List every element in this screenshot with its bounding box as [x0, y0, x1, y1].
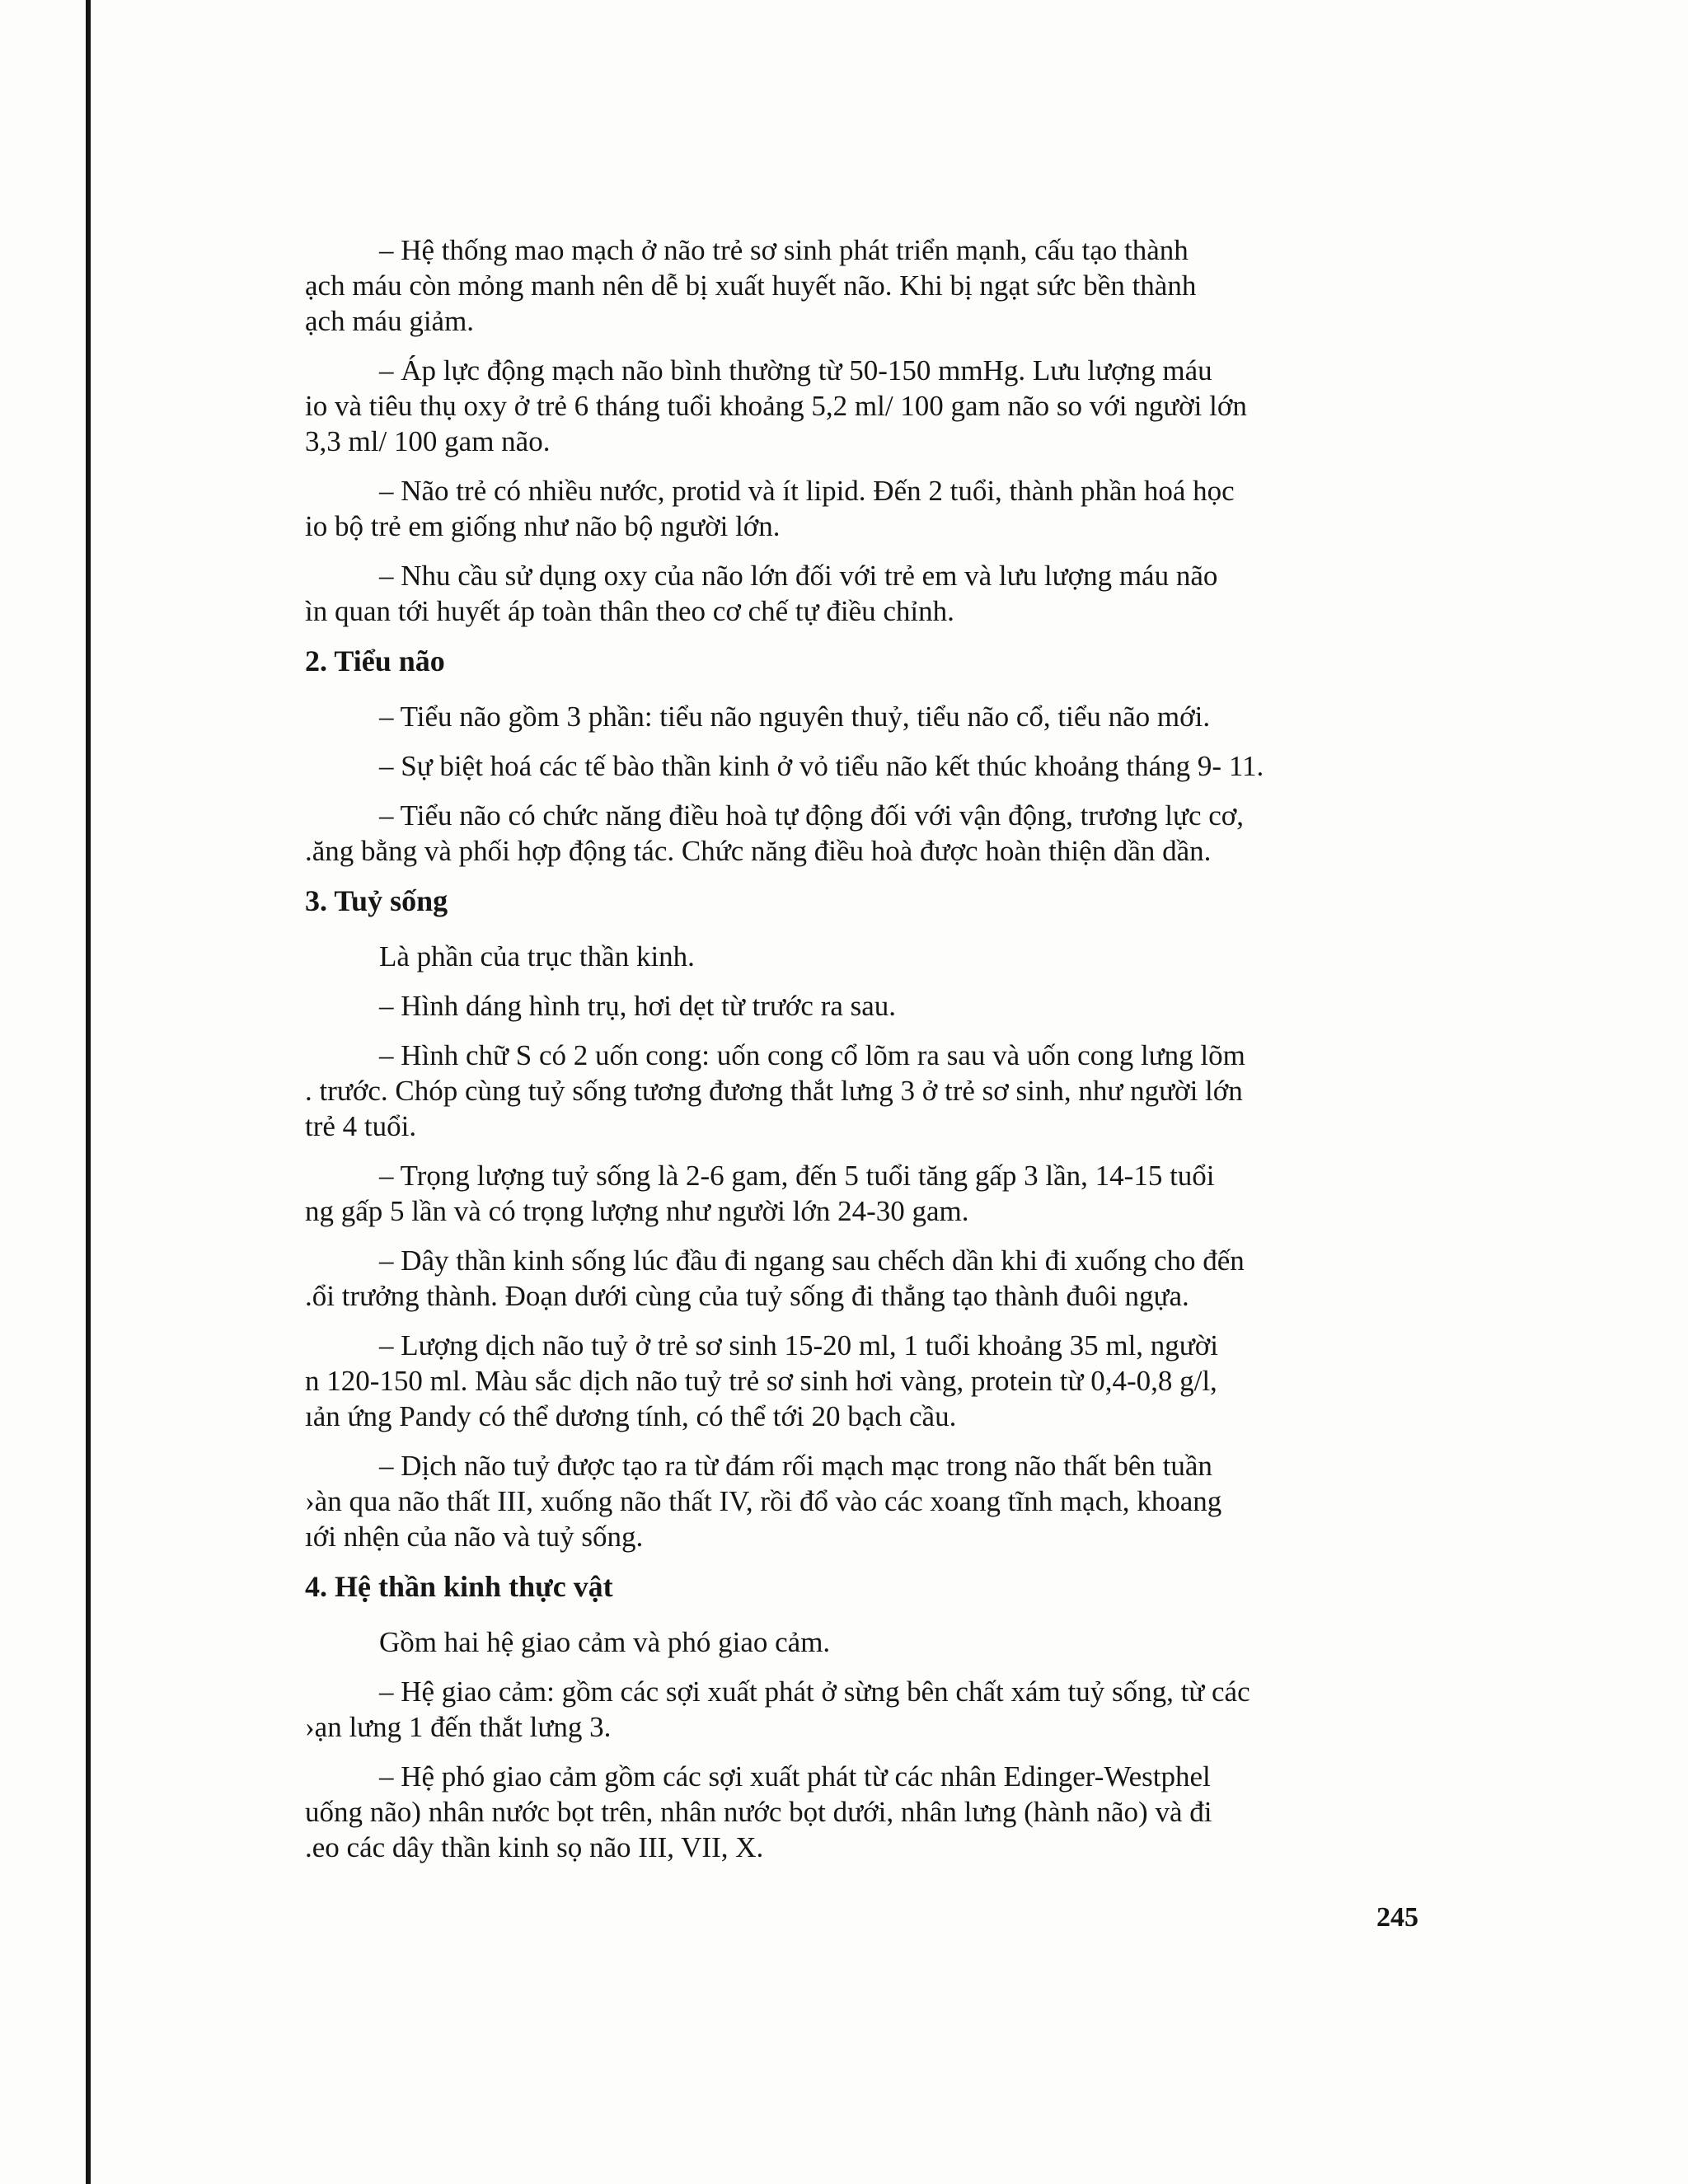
- section-heading: 3. Tuỷ sống: [305, 884, 448, 917]
- text-line: – Sự biệt hoá các tế bào thần kinh ở vỏ tiểu não kết thúc khoảng tháng 9- 11.: [379, 750, 1264, 782]
- text-line: – Trọng lượng tuỷ sống là 2-6 gam, đến 5 tuổi tăng gấp 3 lần, 14-15 tuổi: [379, 1160, 1215, 1192]
- paragraph: [305, 1759, 1442, 1865]
- paragraph: [305, 558, 1442, 629]
- paragraph: [305, 1448, 1442, 1554]
- text-line: – Hệ giao cảm: gồm các sợi xuất phát ở sừng bên chất xám tuỷ sống, từ các: [379, 1675, 1250, 1708]
- text-line: ạch máu còn mỏng manh nên dễ bị xuất huyết não. Khi bị ngạt sức bền thành: [305, 269, 1197, 302]
- text-line: uống não) nhân nước bọt trên, nhân nước bọt dưới, nhân lưng (hành não) và đi: [305, 1796, 1212, 1828]
- text-line: ›àn qua não thất III, xuống não thất IV, rồi đổ vào các xoang tĩnh mạch, khoang: [305, 1485, 1222, 1517]
- text-line: io và tiêu thụ oxy ở trẻ 6 tháng tuổi khoảng 5,2 ml/ 100 gam não so với người lớn: [305, 390, 1247, 422]
- paragraph: [305, 473, 1442, 544]
- text-line: Gồm hai hệ giao cảm và phó giao cảm.: [379, 1626, 831, 1658]
- paragraph: [305, 699, 1442, 734]
- text-line: – Hệ phó giao cảm gồm các sợi xuất phát từ các nhân Edinger-Westphel: [379, 1760, 1211, 1793]
- text-line: – Tiểu não có chức năng điều hoà tự động đối với vận động, trương lực cơ,: [379, 799, 1245, 832]
- section-heading: 2. Tiểu não: [305, 644, 445, 677]
- text-line: – Hình dáng hình trụ, hơi dẹt từ trước ra sau.: [379, 990, 897, 1022]
- scan-binding-edge: [86, 0, 91, 2184]
- text-line: ạch máu giảm.: [305, 305, 475, 337]
- paragraph: [305, 232, 1442, 339]
- text-line: n 120-150 ml. Màu sắc dịch não tuỷ trẻ sơ sinh hơi vàng, protein từ 0,4-0,8 g/l,: [305, 1365, 1217, 1397]
- text-line: ng gấp 5 lần và có trọng lượng như người lớn 24-30 gam.: [305, 1195, 969, 1227]
- text-line: ıới nhện của não và tuỷ sống.: [305, 1521, 644, 1553]
- paragraph: [305, 748, 1442, 784]
- paragraph: [305, 798, 1442, 869]
- text-line: ıản ứng Pandy có thể dương tính, có thể tới 20 bạch cầu.: [305, 1400, 957, 1432]
- text-line: trẻ 4 tuổi.: [305, 1110, 417, 1142]
- paragraph: [305, 1243, 1442, 1314]
- paragraph: [305, 1674, 1442, 1745]
- text-line: Là phần của trục thần kinh.: [379, 940, 695, 972]
- paragraph: [305, 1158, 1442, 1229]
- text-line: – Tiểu não gồm 3 phần: tiểu não nguyên thuỷ, tiểu não cổ, tiểu não mới.: [379, 701, 1211, 733]
- text-line: – Hình chữ S có 2 uốn cong: uốn cong cổ lõm ra sau và uốn cong lưng lõm: [379, 1039, 1245, 1071]
- section-heading: 4. Hệ thần kinh thực vật: [305, 1570, 613, 1603]
- paragraph: [305, 1328, 1442, 1434]
- text-line: 3,3 ml/ 100 gam não.: [305, 425, 551, 457]
- paragraph: [305, 988, 1442, 1024]
- paragraph: [305, 1038, 1442, 1144]
- text-line: .eo các dây thần kinh sọ não III, VII, X.: [305, 1831, 764, 1863]
- text-line: . trước. Chóp cùng tuỷ sống tương đương thắt lưng 3 ở trẻ sơ sinh, như người lớn: [305, 1075, 1243, 1107]
- text-line: – Dịch não tuỷ được tạo ra từ đám rối mạch mạc trong não thất bên tuần: [379, 1450, 1212, 1482]
- text-line: – Hệ thống mao mạch ở não trẻ sơ sinh phát triển mạnh, cấu tạo thành: [379, 234, 1189, 266]
- text-line: – Dây thần kinh sống lúc đầu đi ngang sau chếch dần khi đi xuống cho đến: [379, 1244, 1245, 1277]
- text-line: ìn quan tới huyết áp toàn thân theo cơ chế tự điều chỉnh.: [305, 595, 954, 627]
- text-line: .ăng bằng và phối hợp động tác. Chức năng điều hoà được hoàn thiện dần dần.: [305, 835, 1212, 867]
- text-line: ›ạn lưng 1 đến thắt lưng 3.: [305, 1711, 612, 1743]
- text-line: .ổi trưởng thành. Đoạn dưới cùng của tuỷ sống đi thẳng tạo thành đuôi ngựa.: [305, 1280, 1189, 1312]
- text-line: – Não trẻ có nhiều nước, protid và ít lipid. Đến 2 tuổi, thành phần hoá học: [379, 475, 1235, 507]
- page-text-body: [305, 232, 1442, 1879]
- text-line: io bộ trẻ em giống như não bộ người lớn.: [305, 510, 781, 542]
- paragraph: [305, 939, 1442, 974]
- page-number: 245: [1376, 1902, 1418, 1933]
- text-line: – Lượng dịch não tuỷ ở trẻ sơ sinh 15-20 ml, 1 tuổi khoảng 35 ml, người: [379, 1329, 1219, 1361]
- text-line: – Nhu cầu sử dụng oxy của não lớn đối với trẻ em và lưu lượng máu não: [379, 560, 1218, 592]
- text-line: – Áp lực động mạch não bình thường từ 50-150 mmHg. Lưu lượng máu: [379, 354, 1212, 387]
- paragraph: [305, 353, 1442, 459]
- paragraph: [305, 1624, 1442, 1660]
